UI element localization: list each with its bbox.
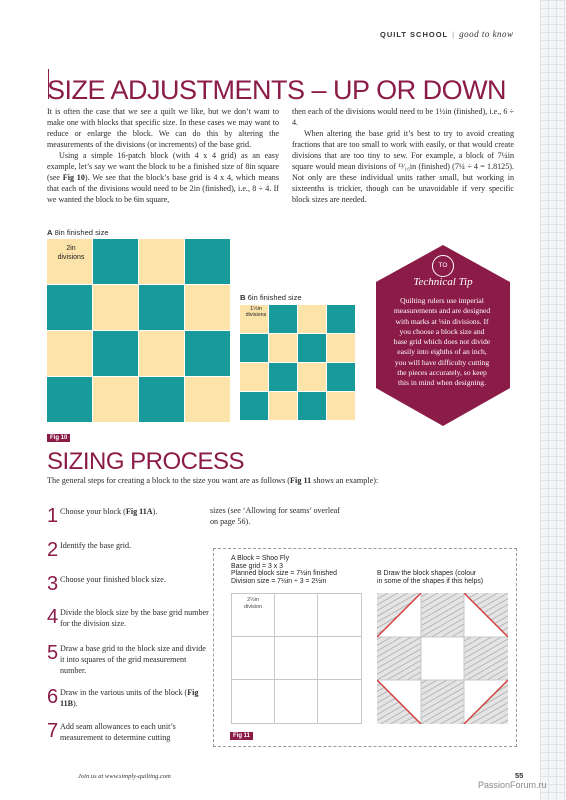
step-figure-ref: Fig 11B <box>60 688 199 708</box>
grid-cell <box>240 392 268 420</box>
step-figure-ref: Fig 11A <box>125 507 153 516</box>
grid-frame <box>231 593 362 724</box>
grid-cell <box>185 331 230 376</box>
fig11a-division-label <box>232 597 274 610</box>
step-number: 4 <box>47 606 59 628</box>
col2-paragraph-2: When altering the base grid it’s best to try to avoid creating fractions that are too small to work with easily, or that would create divisions that are too tiny to sew. For example, a block of 7¼in square would mean divisions of ¹³⁄₁₆in (finished) (7¼ ÷ 4 = 1.8125). Not only are these individual units rather small, but working in sixteenths is trickier, though can be unavoidable if very specific block sizes are needed. <box>292 129 514 204</box>
fig10a-division-label <box>50 244 92 262</box>
step-text-a: Divide the block size by the base grid number for the division size. <box>60 608 209 628</box>
fig11b-caption <box>377 570 483 585</box>
intro-text-b: shows an example): <box>311 476 379 485</box>
step-text <box>60 687 210 709</box>
step-text-b: ). <box>73 699 78 708</box>
grid-line <box>317 593 318 723</box>
fig11a-line1: A Block = Shoo Fly <box>231 555 290 562</box>
fig11a-line3: Planned block size = 7½in finished <box>231 570 337 578</box>
fig10a-label <box>47 228 109 237</box>
section-subtitle: good to know <box>459 29 514 39</box>
grid-cell <box>139 331 184 376</box>
step-text-a: Draw in the various units of the block ( <box>60 688 188 697</box>
fig11a-div-size: 2½in <box>247 597 259 603</box>
grid-cell <box>327 363 355 391</box>
fig10b-letter: B <box>240 293 246 302</box>
fig10-reference: Fig 10 <box>62 173 85 182</box>
grid-cell <box>93 331 138 376</box>
step-text <box>60 506 210 517</box>
grid-cell <box>93 239 138 284</box>
tip-title: Technical Tip <box>413 276 473 288</box>
step-text-a: Add seam allowances to each unit’s measurement to determine cutting <box>60 722 176 742</box>
fig10a-letter: A <box>47 228 53 237</box>
step-text-a: Choose your finished block size. <box>60 575 166 584</box>
grid-cell <box>139 239 184 284</box>
step7-continued: sizes (see ‘Allowing for seams’ overleaf on page 56). <box>210 506 340 526</box>
grid-cell <box>47 377 92 422</box>
grid-cell <box>47 331 92 376</box>
grid-cell <box>327 334 355 362</box>
grid-cell <box>93 285 138 330</box>
step-text-a: Identify the base grid. <box>60 541 132 550</box>
watermark: PassionForum.ru <box>478 780 547 790</box>
grid-cell <box>298 392 326 420</box>
col1-paragraph-2 <box>47 150 279 205</box>
grid-cell <box>240 334 268 362</box>
column-2 <box>292 106 514 205</box>
footer-text: Join us at www.simply-quilting.com <box>78 773 171 780</box>
graph-paper-margin <box>540 0 566 800</box>
step-number: 2 <box>47 539 59 561</box>
fig11a-line4: Division size = 7½in ÷ 3 = 2½in <box>231 577 327 585</box>
fig11a-caption <box>231 555 337 585</box>
grid-cell <box>327 305 355 333</box>
step-number: 5 <box>47 642 59 664</box>
header-separator: | <box>452 30 456 39</box>
fig10b-div-word: divisions <box>245 312 267 318</box>
fig10b-label <box>240 293 302 302</box>
step-text <box>60 574 210 585</box>
fig11b-shoo-fly-block <box>377 593 508 724</box>
grid-cell <box>298 363 326 391</box>
fig11a-div-word: division <box>244 603 262 610</box>
step-text <box>60 643 210 676</box>
fig10b-division-label <box>241 306 271 318</box>
section-name: QUILT SCHOOL <box>380 30 449 39</box>
grid-cell <box>185 285 230 330</box>
grid-cell <box>269 363 297 391</box>
grid-line <box>231 636 361 637</box>
fig11b-line2: in some of the shapes if this helps) <box>377 577 484 585</box>
grid-cell <box>139 285 184 330</box>
grid-cell <box>240 363 268 391</box>
fig10b-text: 6in finished size <box>245 293 302 302</box>
fig11-reference: Fig 11 <box>290 476 312 485</box>
tip-text: Quilting rulers use imperial measurements and are designed with marks at ⅛in divisions. If you choose a block size and base grid which does not divide easily into eighths of an inch, you will have difficulty cutting the pieces accurately, so keep this in mind when designing. <box>393 296 491 388</box>
step-number: 6 <box>47 686 59 708</box>
grid-cell <box>298 334 326 362</box>
grid-cell <box>185 239 230 284</box>
tip-badge: TO <box>432 255 454 277</box>
col1-paragraph-1: It is often the case that we see a quilt we like, but we don’t want to make one with blocks that specific size. In these cases we may want to reduce or enlarge the block. We can do this by altering the measurements of the divisions (or increments) of the base grid. <box>47 107 279 149</box>
column-1 <box>47 106 279 205</box>
fig10a-text: 8in finished size <box>52 228 109 237</box>
col1-p2-text-b: ). We see that the block’s base grid is 4 x 4, which means that each of the divisions would need to be 2in (finished), i.e., 8 ÷ 4. If we wanted the block to be 6in square, <box>47 173 280 204</box>
fig10b-div-size: 1½in <box>250 306 262 312</box>
grid-cell <box>269 305 297 333</box>
grid-cell <box>185 377 230 422</box>
col2-paragraph-1: then each of the divisions would need to be 1½in (finished), i.e., 6 ÷ 4. <box>292 107 514 127</box>
grid-cell <box>47 285 92 330</box>
step-text <box>60 721 210 743</box>
grid-cell <box>269 334 297 362</box>
fig10a-div-size: 2in <box>66 245 76 252</box>
step-text-b: ). <box>152 507 158 516</box>
fig10a-div-word: divisions <box>57 254 85 261</box>
grid-cell <box>327 392 355 420</box>
step-text-a: Choose your block ( <box>60 507 126 516</box>
step-number: 7 <box>47 720 59 742</box>
page-number: 55 <box>515 771 524 780</box>
step-number: 1 <box>47 505 59 527</box>
grid-cell <box>269 392 297 420</box>
step-text <box>60 607 210 629</box>
title-size-adjustments: SIZE ADJUSTMENTS – UP OR DOWN <box>47 75 507 105</box>
title-sizing-process: SIZING PROCESS <box>47 448 245 475</box>
fig11-tag: Fig 11 <box>230 732 253 740</box>
step-text <box>60 540 210 551</box>
col1-p2-text-a: Using a simple 16-patch block (with 4 x 4 grid) as an easy example, let’s say we want the block to be a finished size of 8in square (see <box>47 151 279 182</box>
grid-cell <box>139 377 184 422</box>
fig11a-line2: Base grid = 3 x 3 <box>231 562 283 570</box>
intro-text-a: The general steps for creating a block to the size you want are as follows ( <box>47 476 291 485</box>
grid-cell <box>93 377 138 422</box>
grid-line <box>274 593 275 723</box>
grid-line <box>231 679 361 680</box>
fig11b-line1: B Draw the block shapes (colour <box>377 570 477 577</box>
step-number: 3 <box>47 573 59 595</box>
grid-cell <box>298 305 326 333</box>
fig10-tag: Fig 10 <box>47 434 70 442</box>
running-header <box>380 29 514 39</box>
sizing-intro <box>47 476 507 485</box>
step-text-a: Draw a base grid to the block size and divide it into squares of the grid measurement number. <box>60 644 206 675</box>
